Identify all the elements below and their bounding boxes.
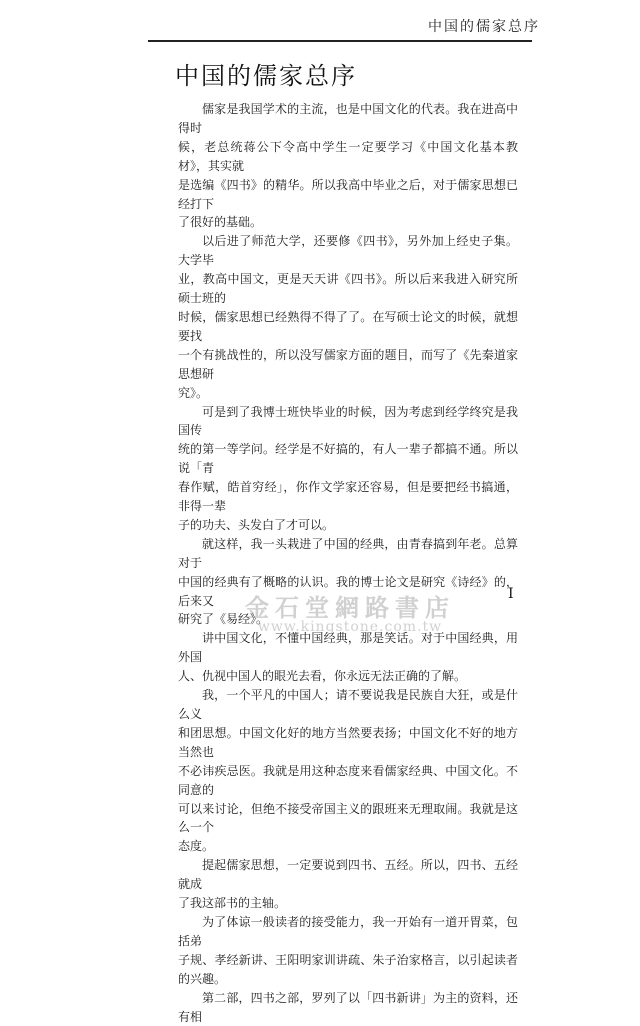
paragraph: 可是到了我博士班快毕业的时候，因为考虑到经学终究是我国传 统的第一等学问。经学是不好搞的，有人一辈子都搞不通。所以说「青 春作赋，皓首穷经」，你作文学家还容易，但是要把经书搞通，非得一辈 子的功夫、头发白了才可以。 — [178, 404, 518, 532]
paragraph: 儒家是我国学术的主流，也是中国文化的代表。我在进高中得时 候，老总统蒋公下令高中学生一定要学习《中国文化基本教材》，其实就 是选编《四书》的精华。所以我高中毕业之后，对于儒家思想已经打下 了很好的基础。 — [178, 102, 518, 230]
watermark-name: 金石堂網路書店 — [245, 593, 455, 622]
page-marker: I — [508, 586, 514, 602]
paragraph: 第二部，四书之部，罗列了以「四书新讲」为主的资料，还有相 — [178, 990, 518, 1024]
paragraph: 提起儒家思想，一定要说到四书、五经。所以，四书、五经就成 了我这部书的主轴。 — [178, 858, 518, 911]
header-rule — [148, 40, 532, 42]
chapter-title: 中国的儒家总序 — [175, 62, 357, 90]
paragraph: 讲中国文化，不懂中国经典，那是笑话。对于中国经典，用外国 人、仇视中国人的眼光去看，你永远无法正确的了解。 — [178, 631, 518, 684]
watermark-url: www.kingstone.com.tw — [257, 619, 443, 635]
running-header: 中国的儒家总序 — [428, 19, 540, 35]
body-text — [178, 100, 518, 1026]
paragraph: 以后进了师范大学，还要修《四书》，另外加上经史子集。大学毕 业，教高中国文，更是天天讲《四书》。所以后来我进入研究所硕士班的 时候，儒家思想已经熟得不得了了。在写硕士论文的时候，就想要找 一个有挑战性的，所以没写儒家方面的题目，而写了《先秦道家思想研 究》。 — [178, 234, 518, 400]
paragraph: 为了体谅一般读者的接受能力，我一开始有一道开胃菜，包括弟 子规、孝经新讲、王阳明家训讲疏、朱子治家格言，以引起读者的兴趣。 — [178, 914, 518, 986]
paragraph: 我，一个平凡的中国人；请不要说我是民族自大狂，或是什么义 和团思想。中国文化好的地方当然要表扬；中国文化不好的地方当然也 不必讳疾忌医。我就是用这种态度来看儒家经典、中国文化。不同意的 可以来讨论，但绝不接受帝国主义的跟班来无理取闹。我就是这么一个 态度。 — [178, 688, 518, 854]
paragraph: 就这样，我一头栽进了中国的经典，由青春搞到年老。总算对于 中国的经典有了概略的认识。我的博士论文是研究《诗经》的，后来又 研究了《易经》。 — [178, 536, 518, 627]
